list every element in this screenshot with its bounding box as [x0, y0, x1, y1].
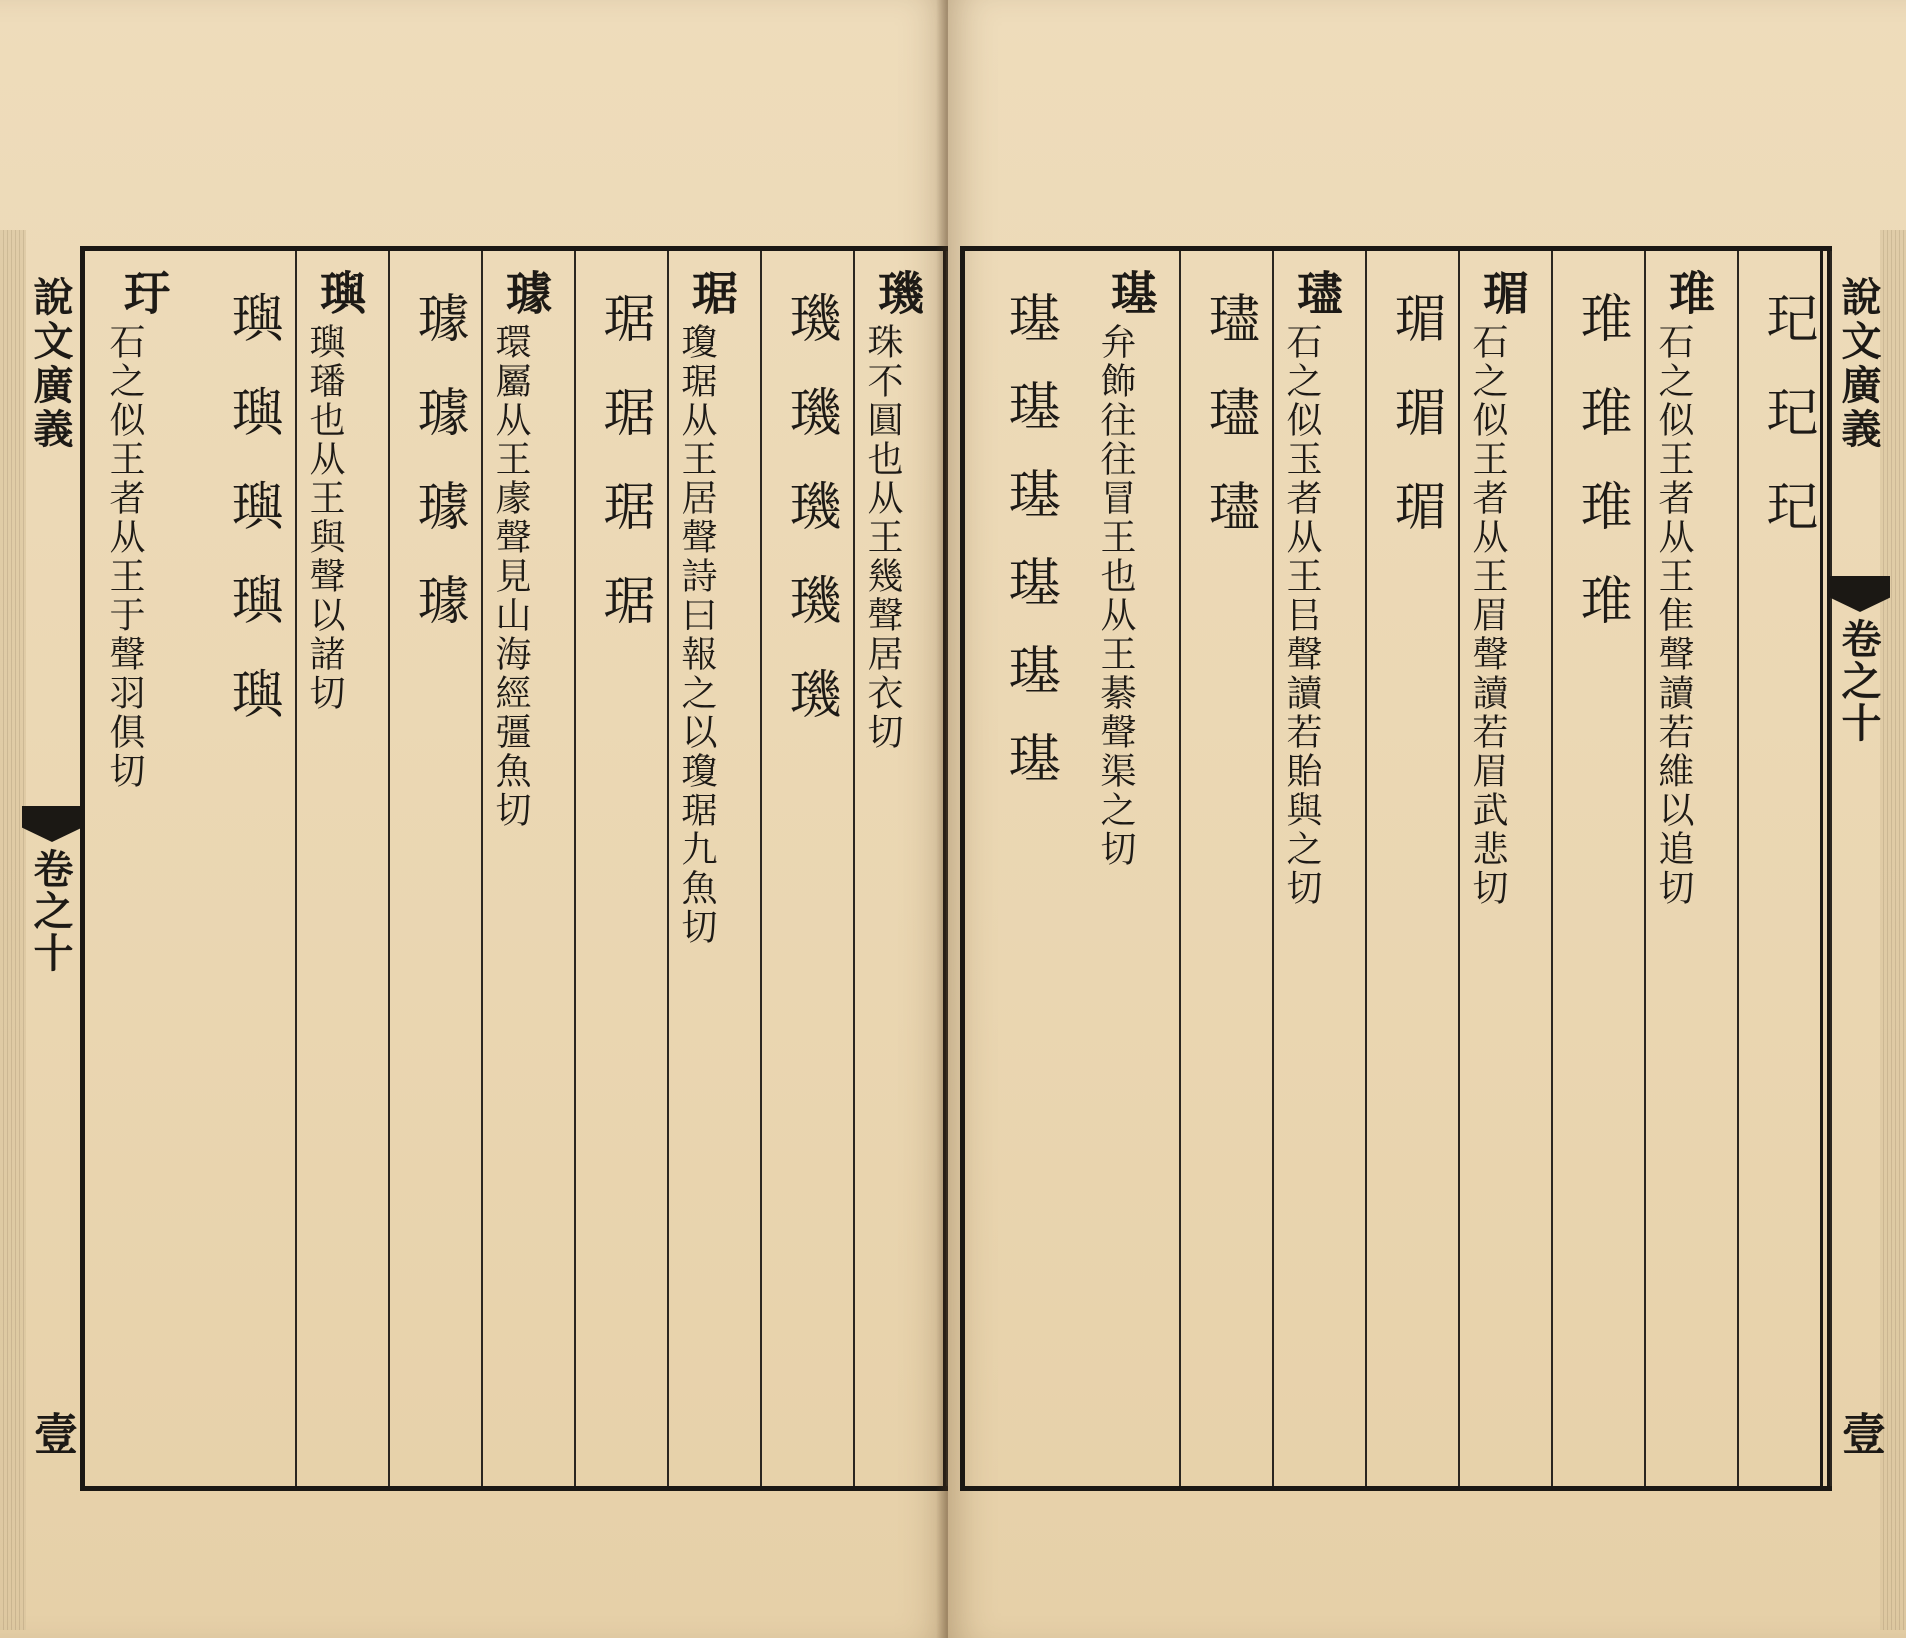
text-column: [85, 251, 204, 1486]
volume-label: 卷之十: [1835, 618, 1882, 744]
gloss-text: 石之似王者从王于聲羽俱切: [104, 323, 145, 791]
headword: 璩: [499, 269, 553, 317]
text-column: [1088, 251, 1181, 1486]
left-text-frame: [80, 246, 948, 1491]
seal-script: 琟琟琟琟: [1571, 291, 1631, 667]
right-page: [948, 0, 1906, 1638]
volume-label: 卷之十: [27, 848, 74, 974]
page-number: 壹: [26, 1411, 77, 1455]
seal-column: [1553, 251, 1646, 1486]
headword: 璵: [313, 269, 367, 317]
seal-script: 璶璶璶: [1199, 291, 1259, 573]
seal-column: [1367, 251, 1460, 1486]
seal-script: 玘玘玘: [1757, 291, 1817, 573]
seal-column: [965, 251, 1088, 1486]
seal-column: [762, 251, 855, 1486]
seal-script: 璩璩璩璩: [408, 291, 468, 667]
text-column: [669, 251, 762, 1486]
seal-column: [1181, 251, 1274, 1486]
headword: 玗: [117, 269, 171, 317]
fish-tail-mark: [22, 806, 82, 842]
gloss-text: 石之似王者从王眉聲讀若眉武悲切: [1467, 323, 1508, 908]
headword: 璣: [871, 269, 925, 317]
text-column: [1646, 251, 1739, 1486]
right-text-frame: [960, 246, 1832, 1491]
text-column: [1274, 251, 1367, 1486]
right-margin-column: [1820, 246, 1896, 1491]
seal-script: 璵璵璵璵璵: [222, 291, 282, 761]
margin-rule: [1820, 246, 1823, 1491]
seal-column: [576, 251, 669, 1486]
headword: 瑂: [1476, 269, 1530, 317]
seal-script: 琚琚琚琚: [594, 291, 654, 667]
gloss-text: 璵璠也从王與聲以諸切: [304, 323, 345, 713]
text-column: [1460, 251, 1553, 1486]
headword: 璶: [1290, 269, 1344, 317]
gloss-text: 瓊琚从王居聲詩曰報之以瓊琚九魚切: [676, 323, 717, 947]
gloss-text: 石之似玉者从王㠯聲讀若貽與之切: [1281, 323, 1322, 908]
seal-column: [204, 251, 297, 1486]
gloss-text: 珠不圓也从王幾聲居衣切: [862, 323, 903, 752]
text-column: [297, 251, 390, 1486]
book-title: 說文廣義: [27, 276, 74, 452]
text-column: [855, 251, 948, 1486]
left-page: [0, 0, 948, 1638]
gloss-text: 石之似王者从王隹聲讀若維以追切: [1653, 323, 1694, 908]
seal-column: [1739, 251, 1832, 1486]
gloss-text: 弁飾往往冒王也从王綦聲渠之切: [1095, 323, 1136, 869]
text-column: [483, 251, 576, 1486]
seal-column: [390, 251, 483, 1486]
seal-script: 瑂瑂瑂: [1385, 291, 1445, 573]
headword: 璂: [1104, 269, 1158, 317]
book-title: 說文廣義: [1835, 276, 1882, 452]
page-number: 壹: [1834, 1411, 1885, 1455]
seal-script: 璣璣璣璣璣: [780, 291, 840, 761]
gloss-text: 環屬从王豦聲見山海經彊魚切: [490, 323, 531, 830]
headword: 琟: [1662, 269, 1716, 317]
seal-script: 璂璂璂璂璂璂: [999, 291, 1059, 819]
left-margin-column: [18, 246, 88, 1491]
fish-tail-mark: [1830, 576, 1890, 612]
headword: 琚: [685, 269, 739, 317]
